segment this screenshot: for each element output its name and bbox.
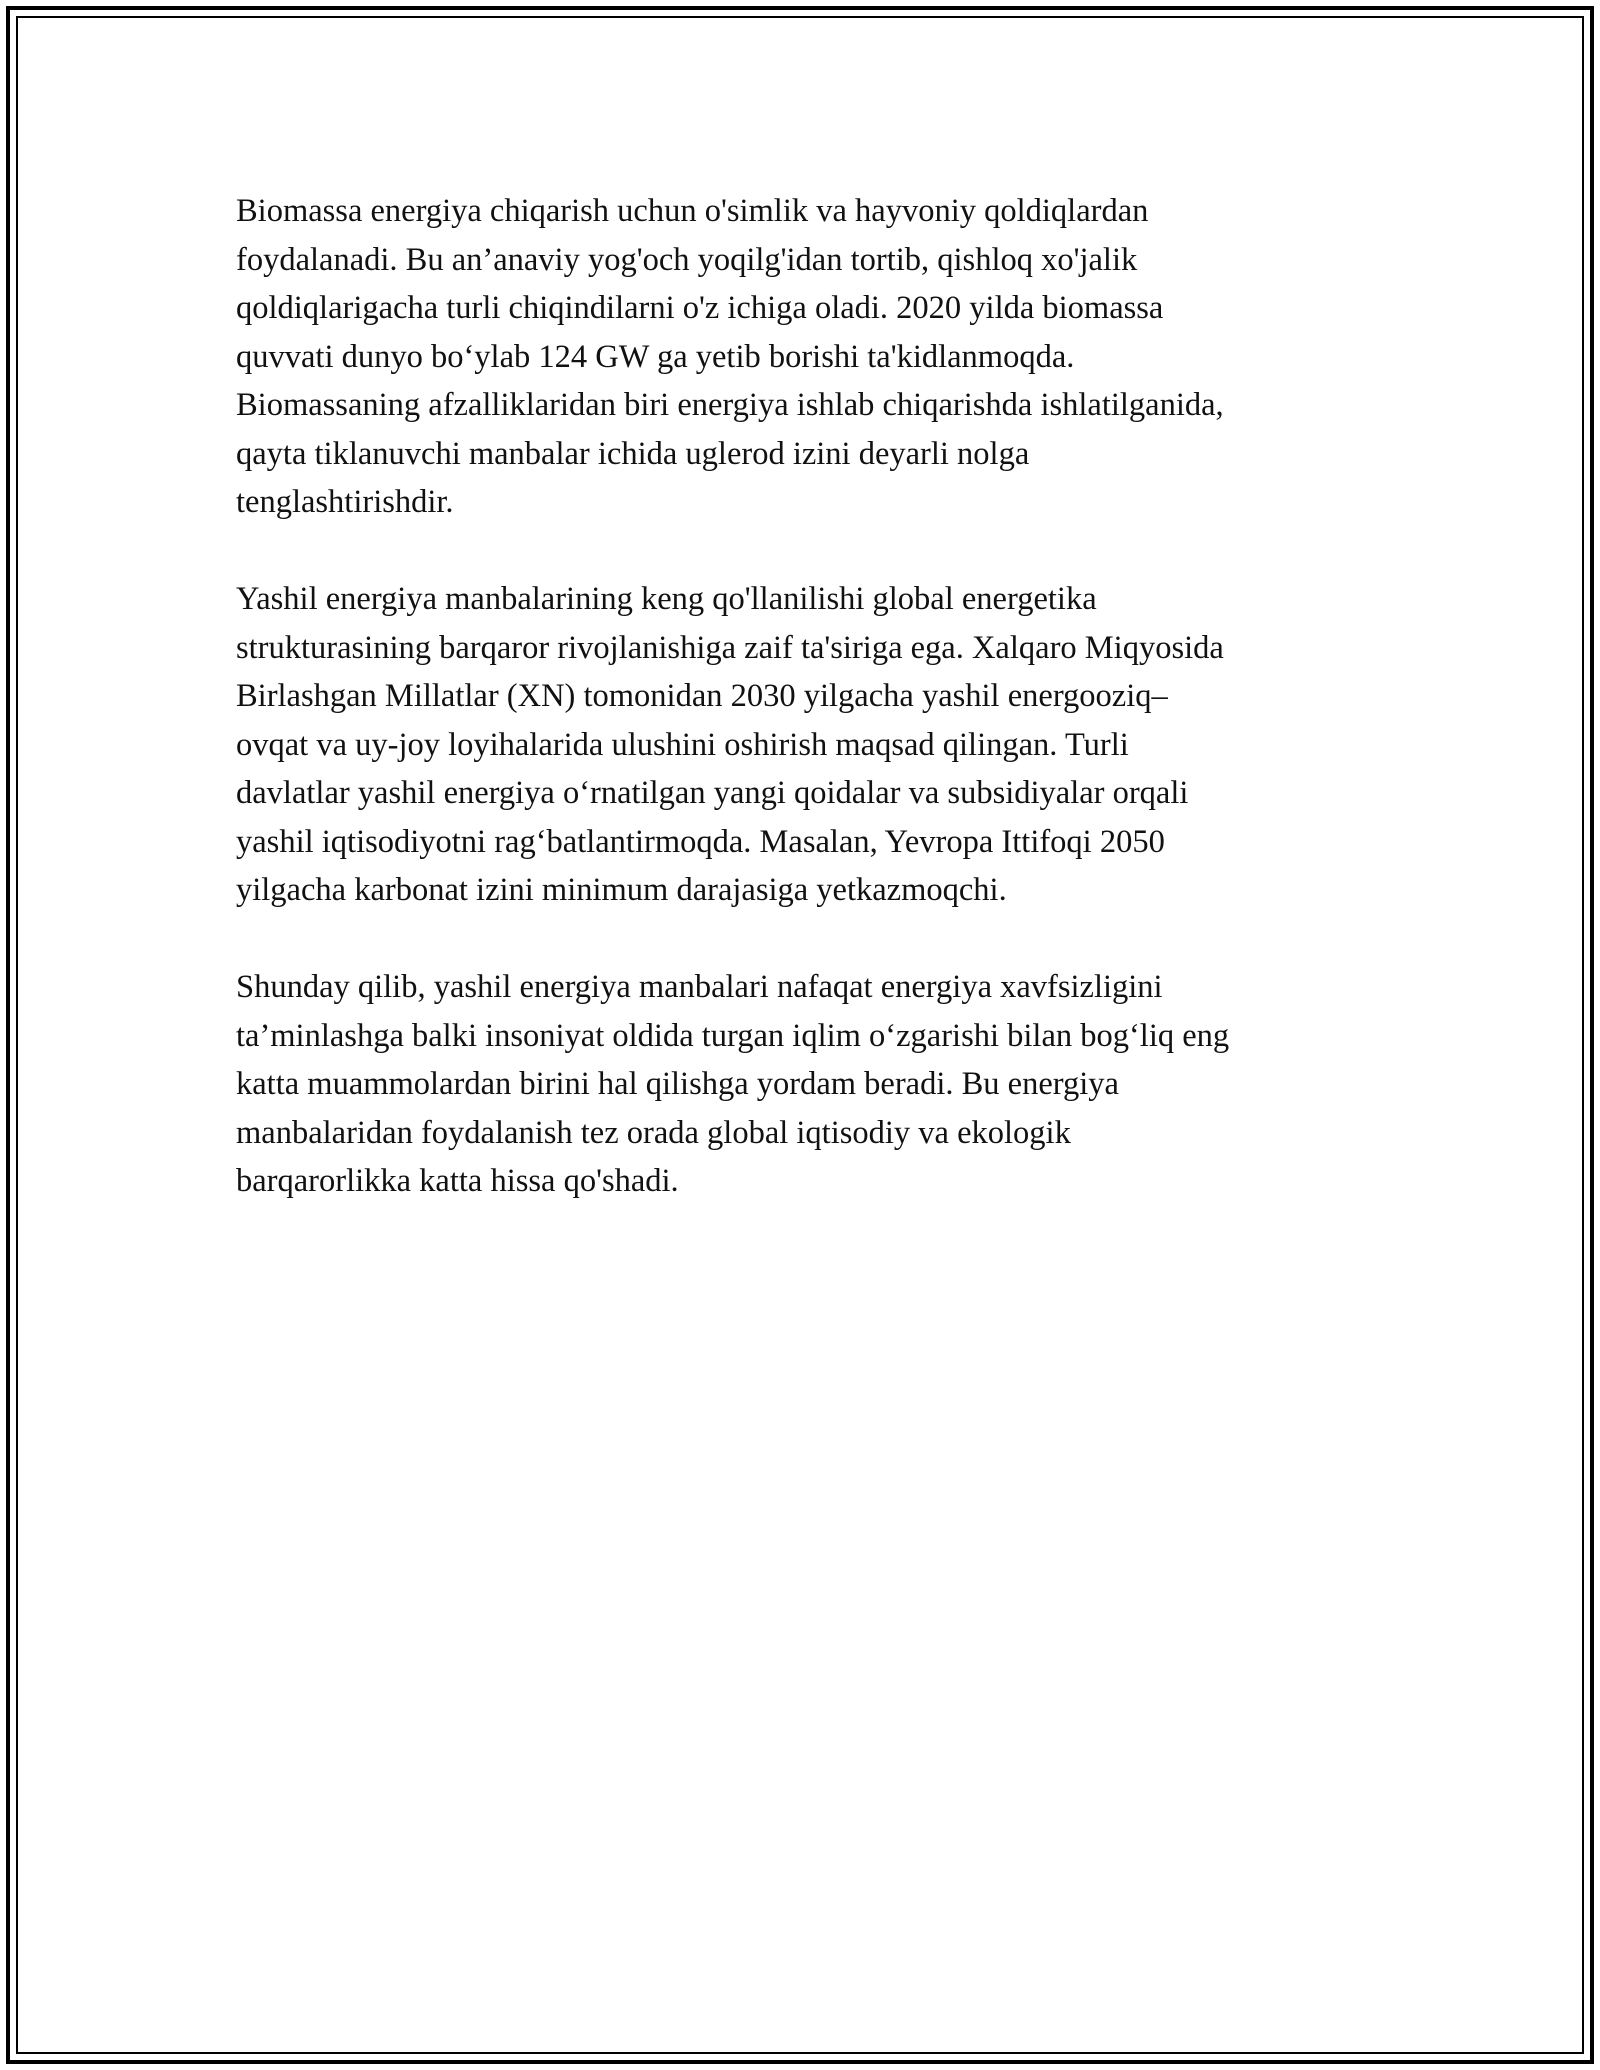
document-body bbox=[236, 187, 1356, 1254]
paragraph-biomass: Biomassa energiya chiqarish uchun o'simlik va hayvoniy qoldiqlardan foydalanadi. Bu an’anaviy yog'och yoqilg'idan tortib, qishloq xo'jalik qoldiqlarigacha turli chiqindilarni o'z ichiga oladi. 2020 yilda biomassa quvvati dunyo bo‘ylab 124 GW ga yetib borishi ta'kidlanmoqda. Biomassaning afzalliklaridan biri energiya ishlab chiqarishda ishlatilganida, qayta tiklanuvchi manbalar ichida uglerod izini deyarli nolga tenglashtirishdir. bbox=[236, 193, 1224, 520]
paragraph-green-energy-adoption: Yashil energiya manbalarining keng qo'llanilishi global energetika strukturasining barqaror rivojlanishiga zaif ta'siriga ega. Xalqaro Miqyosida Birlashgan Millatlar (XN) tomonidan 2030 yilgacha yashil energooziq– ovqat va uy-joy loyihalarida ulushini oshirish maqsad qilingan. Turli davlatlar yashil energiya o‘rnatilgan yangi qoidalar va subsidiyalar orqali yashil iqtisodiyotni rag‘batlantirmoqda. Masalan, Yevropa Ittifoqi 2050 yilgacha karbonat izini minimum darajasiga yetkazmoqchi. bbox=[236, 581, 1224, 908]
paragraph-conclusion: Shunday qilib, yashil energiya manbalari nafaqat energiya xavfsizligini ta’minlashga balki insoniyat oldida turgan iqlim o‘zgarishi bilan bog‘liq eng katta muammolardan birini hal qilishga yordam beradi. Bu energiya manbalaridan foydalanish tez orada global iqtisodiy va ekologik barqarorlikka katta hissa qo'shadi. bbox=[236, 969, 1230, 1199]
